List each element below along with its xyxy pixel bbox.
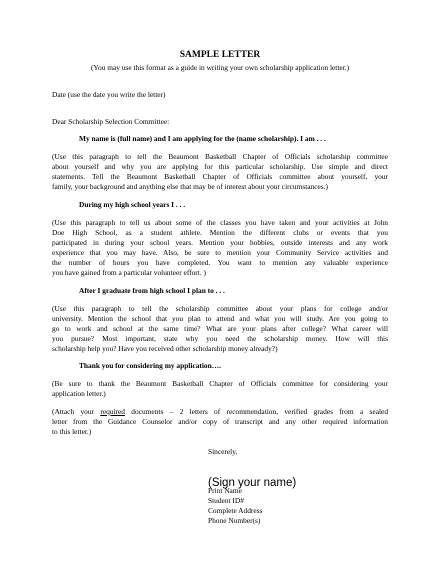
attach-line <box>52 407 388 417</box>
attach-required: required <box>100 407 125 416</box>
salutation: Dear Scholarship Selection Committee: <box>52 117 170 126</box>
paragraph-line: go to work and school at the same time? What are your plans after college? What career will <box>52 324 388 333</box>
paragraph-line: statements. Tell the Beaumont Basketball Chapter of Officials committee about yourself, your <box>52 172 388 181</box>
paragraph-line: (Be sure to thank the Beaumont Basketball Chapter of Officials committee for considering your <box>52 379 388 388</box>
sign-block-line: Phone Number(s) <box>208 516 261 525</box>
paragraph-line: Doe High School, as a student athlete. Mention the different clubs or events that you <box>52 228 388 237</box>
paragraph-line: scholarship help you? Have you received other scholarship money already?) <box>52 344 278 353</box>
page-title: SAMPLE LETTER <box>179 50 261 60</box>
paragraph-line: experience that you may have. Also, be sure to mention your Community Service activities and <box>52 248 388 257</box>
page-subtitle: (You may use this format as a guide in writing your own scholarship application letter.) <box>90 63 350 72</box>
signature-placeholder: (Sign your name) <box>208 476 297 489</box>
paragraph-line: you pursue? Most important, state why you need the scholarship money. How will this <box>52 334 388 343</box>
paragraph-line: to this letter.) <box>52 427 92 436</box>
section-heading-plans: After I graduate from high school I plan to . . . <box>79 286 225 295</box>
date-line: Date (use the date you write the letter) <box>52 90 166 99</box>
section-heading-thanks: Thank you for considering my application…. <box>79 361 221 370</box>
paragraph-line: (Use this paragraph to tell the Beaumont Basketball Chapter of Officials scholarship committee <box>52 152 388 161</box>
paragraph-line: university. Mention the school that you plan to attend and what you will study. Are you going to <box>52 314 388 323</box>
attach-post: documents – 2 letters of recommendation, verified grades from a sealed <box>124 407 389 416</box>
paragraph-line: application letter.) <box>52 389 106 398</box>
paragraph-line: participated in during your school years. Mention your hobbies, outside interests and any work <box>52 238 388 247</box>
paragraph-line: (Use this paragraph to tell the scholarship committee about your plans for college and/or <box>52 304 388 313</box>
section-heading-high-school: During my high school years I . . . <box>79 200 186 209</box>
section-heading-intro: My name is (full name) and I am applying for the (name scholarship). I am . . . <box>79 134 326 143</box>
paragraph-line: letter from the Guidance Counselor and/or copy of transcript and any other required information <box>52 417 388 426</box>
closing: Sincerely, <box>208 447 238 456</box>
sign-block-line: Print Name <box>208 486 242 495</box>
attach-pre: (Attach your <box>52 407 101 416</box>
paragraph-line: about yourself and why you are applying for this particular scholarship. Use simple and direct <box>52 162 388 171</box>
sign-block-line: Complete Address <box>208 506 263 515</box>
paragraph-line: family, your background and anything else that may be of interest about your circumstances.) <box>52 182 328 191</box>
paragraph-line: (Use this paragraph to tell us about some of the classes you have taken and your activities at John <box>52 218 388 227</box>
paragraph-line: the number of hours you have completed. You want to mention any valuable experience <box>52 258 388 267</box>
paragraph-line: you have gained from a particular volunteer effort. ) <box>52 268 206 277</box>
sign-block-line: Student ID# <box>208 496 244 505</box>
